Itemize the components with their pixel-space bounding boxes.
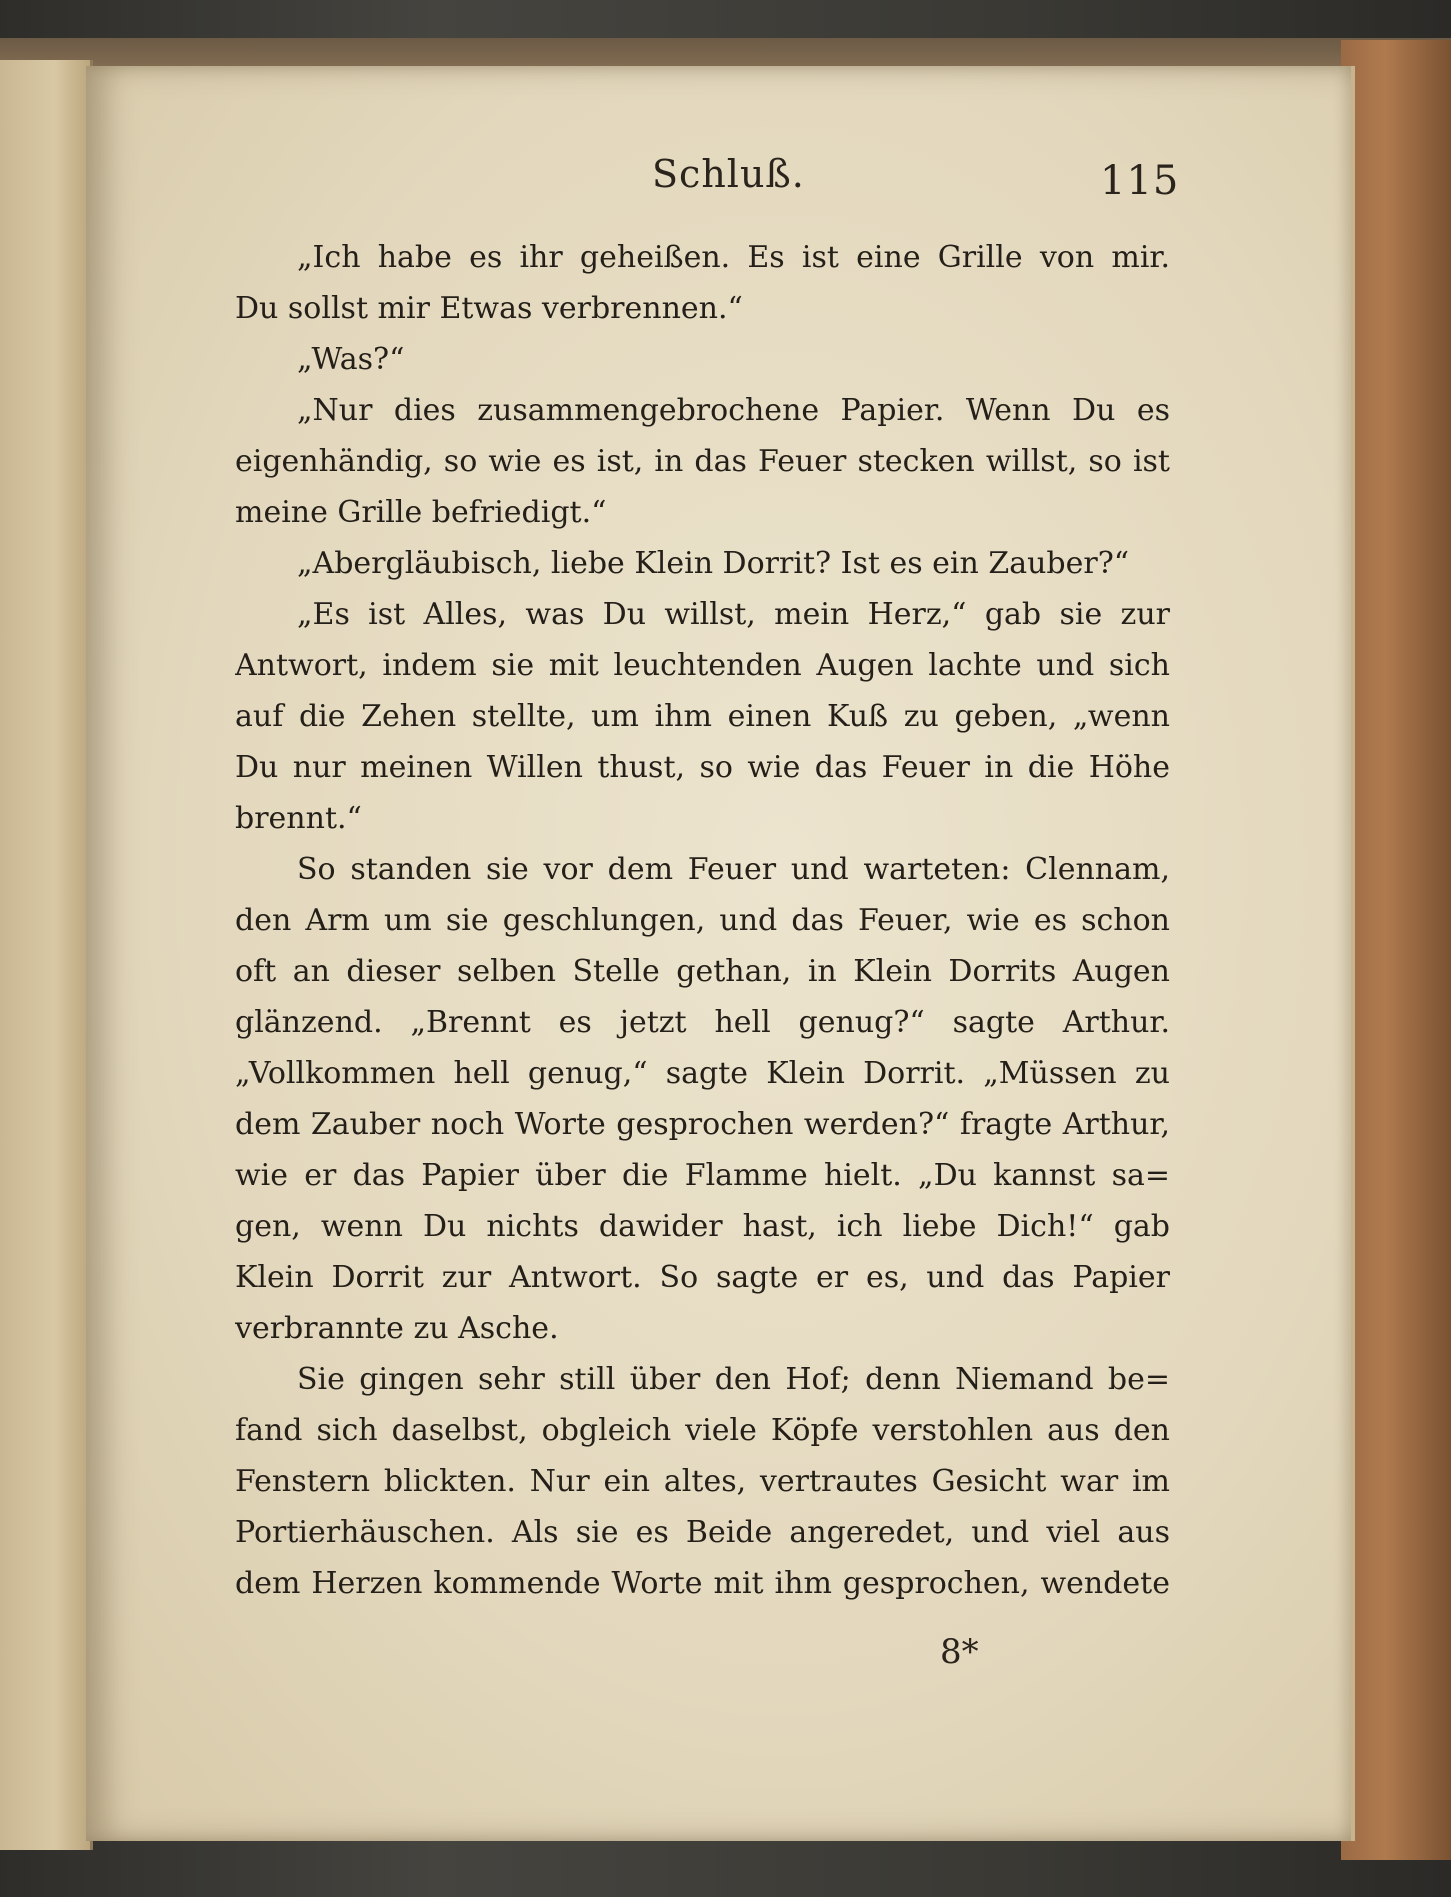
text-line: Sie gingen sehr still über den Hof; denn Niemand be= [297,1362,1170,1397]
text-line: „Was?“ [297,342,405,377]
text-line: auf die Zehen stellte, um ihm einen Kuß zu geben, „wenn [235,699,1170,734]
text-line: „Vollkommen hell genug,“ sagte Klein Dorrit. „Müssen zu [235,1056,1170,1091]
facing-page-edge [0,60,93,1850]
text-line: Portierhäuschen. Als sie es Beide angeredet, und viel aus [235,1515,1170,1550]
text-line: oft an dieser selben Stelle gethan, in Klein Dorrits Augen [235,954,1170,989]
text-line: „Ich habe es ihr geheißen. Es ist eine Grille von mir. [297,240,1170,275]
page-number: 115 [1100,158,1180,204]
running-header: Schluß. [652,152,805,196]
text-line: gen, wenn Du nichts dawider hast, ich liebe Dich!“ gab [235,1209,1170,1244]
text-line: Klein Dorrit zur Antwort. So sagte er es, und das Papier [235,1260,1170,1295]
text-line: So standen sie vor dem Feuer und warteten: Clennam, [297,852,1170,887]
text-line: dem Zauber noch Worte gesprochen werden?“ fragte Arthur, [235,1107,1170,1142]
text-line: brennt.“ [235,801,362,836]
text-line: dem Herzen kommende Worte mit ihm gesprochen, wendete [235,1566,1170,1601]
body-text [235,232,1170,1632]
leather-right-edge [1341,40,1451,1860]
text-line: verbrannte zu Asche. [235,1311,559,1346]
text-line: eigenhändig, so wie es ist, in das Feuer stecken willst, so ist [235,444,1170,479]
text-line: „Nur dies zusammengebrochene Papier. Wenn Du es [297,393,1170,428]
signature-mark: 8* [940,1632,979,1672]
text-line: fand sich daselbst, obgleich viele Köpfe verstohlen aus den [235,1413,1170,1448]
text-line: „Es ist Alles, was Du willst, mein Herz,“ gab sie zur [297,597,1170,632]
text-line: meine Grille befriedigt.“ [235,495,607,530]
text-line: Fenstern blickten. Nur ein altes, vertrautes Gesicht war im [235,1464,1170,1499]
text-line: Antwort, indem sie mit leuchtenden Augen lachte und sich [235,648,1170,683]
text-line: den Arm um sie geschlungen, und das Feuer, wie es schon [235,903,1170,938]
text-line: glänzend. „Brennt es jetzt hell genug?“ sagte Arthur. [235,1005,1170,1040]
text-line: Du sollst mir Etwas verbrennen.“ [235,291,743,326]
text-line: Du nur meinen Willen thust, so wie das Feuer in die Höhe [235,750,1170,785]
text-line: wie er das Papier über die Flamme hielt. „Du kannst sa= [235,1158,1170,1193]
text-line: „Abergläubisch, liebe Klein Dorrit? Ist es ein Zauber?“ [297,546,1130,581]
